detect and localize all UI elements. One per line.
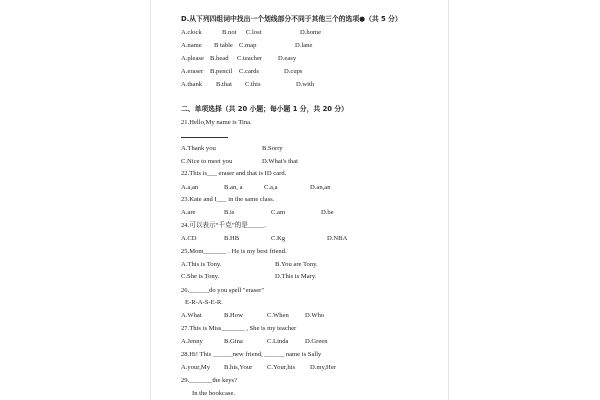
question-29: 29._______the keys? bbox=[181, 377, 238, 384]
option: A.What bbox=[181, 312, 202, 319]
option: D.NBA bbox=[327, 235, 348, 242]
question-21: 21.Hello,My name is Tina. bbox=[181, 119, 252, 126]
option: D.This is Mary. bbox=[275, 273, 317, 280]
option: B.that bbox=[216, 81, 232, 88]
question-26: 26.______do you spell "eraser" bbox=[181, 287, 265, 294]
option: D.cups bbox=[284, 68, 303, 75]
question-28: 28.Hi! This ______new friend, ______ name is Sally bbox=[181, 351, 322, 358]
option: A.name bbox=[181, 42, 202, 49]
option: A.This is Tony. bbox=[181, 261, 222, 268]
option: B.not bbox=[222, 29, 237, 36]
option: D.Who bbox=[305, 312, 325, 319]
option: B.head bbox=[210, 55, 229, 62]
option: A.a,an bbox=[181, 184, 199, 191]
option: C.She is Tony. bbox=[181, 273, 220, 280]
option: C.Linda bbox=[267, 338, 289, 345]
option: B.HB bbox=[224, 235, 240, 242]
question-22: 22.This is___ eraser and that is ID card. bbox=[181, 170, 287, 177]
option: D.easy bbox=[278, 55, 297, 62]
option: D.with bbox=[296, 81, 315, 88]
option: D.an,an bbox=[310, 184, 331, 191]
option: C.cards bbox=[239, 68, 259, 75]
option: A.eraser bbox=[181, 68, 204, 75]
option: D.my,Her bbox=[310, 364, 336, 371]
page-edge-right bbox=[448, 0, 449, 400]
option: C.teacher bbox=[237, 55, 263, 62]
option: C.map bbox=[239, 42, 257, 49]
answer-text: E-R-A-S-E-R. bbox=[185, 299, 223, 306]
option: A.are bbox=[181, 209, 196, 216]
option: C.lost bbox=[246, 29, 262, 36]
option: B.You are Tony. bbox=[275, 261, 318, 268]
option: B.How bbox=[224, 312, 243, 319]
option: A.CD bbox=[181, 235, 197, 242]
option: B.is bbox=[224, 209, 235, 216]
option: A.Jenny bbox=[181, 338, 203, 345]
option: B.pencil bbox=[210, 68, 233, 75]
option: B table bbox=[214, 42, 233, 49]
option: D.What's that bbox=[262, 158, 298, 165]
page-edge-left bbox=[150, 0, 151, 400]
option: D.lane bbox=[295, 42, 313, 49]
option: A.clock bbox=[181, 29, 202, 36]
answer-text: In the bookcase. bbox=[192, 390, 236, 397]
option: A.your,My bbox=[181, 364, 211, 371]
option: C.Your,his bbox=[267, 364, 296, 371]
question-23: 23.Kate and I___ in the same class. bbox=[181, 196, 275, 203]
option: B.his,Your bbox=[224, 364, 253, 371]
option: D.home bbox=[300, 29, 322, 36]
option: C.Kg bbox=[271, 235, 286, 242]
option: C.this bbox=[245, 81, 261, 88]
option: C.Nice to meet you bbox=[181, 158, 233, 165]
option: A.Thank you bbox=[181, 145, 216, 152]
option: C.When bbox=[267, 312, 289, 319]
option: B.Sorry bbox=[262, 145, 283, 152]
option: A.please bbox=[181, 55, 204, 62]
option: B.an, a bbox=[224, 184, 243, 191]
question-24: 24.可以表示“千克”的是_____. bbox=[181, 222, 266, 229]
option: C.a,a bbox=[264, 184, 278, 191]
section-two-heading: 二、单项选择（共 20 小题；每小题 1 分，共 20 分） bbox=[181, 105, 348, 113]
option: D.Green bbox=[305, 338, 328, 345]
option: C.am bbox=[271, 209, 286, 216]
option: B.Gina bbox=[224, 338, 243, 345]
section-d-heading: D.从下列四组词中找出一个划线部分不同于其他三个的选项●（共 5 分） bbox=[181, 15, 402, 23]
answer-blank bbox=[181, 137, 228, 138]
option: A.thank bbox=[181, 81, 203, 88]
question-25: 25.Mom_______ . He is my best friend. bbox=[181, 248, 287, 255]
option: D.be bbox=[321, 209, 334, 216]
question-27: 27.This is Miss_______ , She is my teacher bbox=[181, 325, 297, 332]
